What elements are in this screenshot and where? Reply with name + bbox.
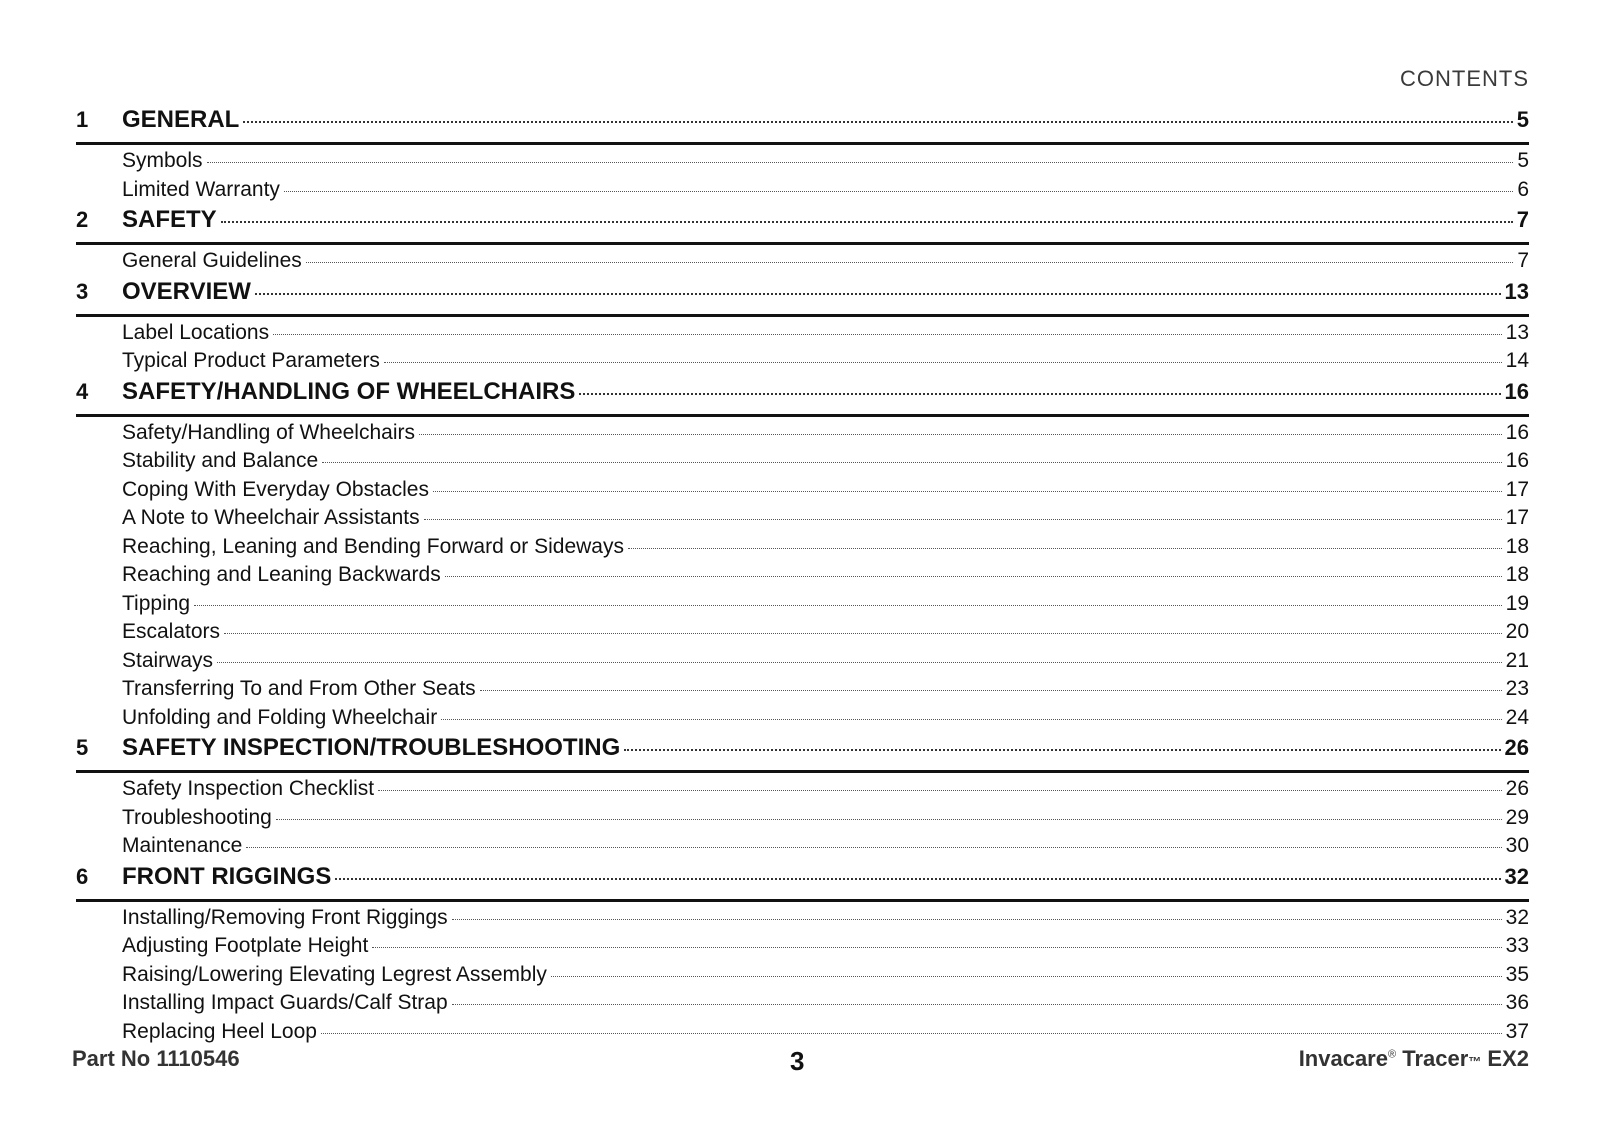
item-entry <box>122 321 1529 345</box>
item-entry <box>122 178 1529 202</box>
item-page: 32 <box>1505 905 1529 929</box>
toc-item[interactable] <box>76 349 1529 378</box>
item-page: 37 <box>1505 1019 1529 1043</box>
section-title: FRONT RIGGINGS <box>122 862 332 890</box>
part-number: Part No 1110546 <box>72 1046 240 1071</box>
item-entry <box>122 149 1529 173</box>
item-page: 13 <box>1505 320 1529 344</box>
section-title: SAFETY INSPECTION/TROUBLESHOOTING <box>122 734 621 761</box>
table-of-contents <box>76 106 1529 1048</box>
dot-leader <box>273 334 1502 335</box>
toc-item[interactable] <box>76 991 1529 1020</box>
dot-leader <box>452 1004 1502 1005</box>
item-page: 7 <box>1517 249 1529 272</box>
toc-item[interactable] <box>76 806 1529 835</box>
dot-leader <box>194 605 1502 606</box>
page-header: CONTENTS <box>1400 66 1529 91</box>
section-page: 16 <box>1504 378 1529 404</box>
item-entry <box>122 906 1529 930</box>
item-page: 17 <box>1505 477 1529 501</box>
item-page: 23 <box>1505 677 1529 700</box>
brand-name: Invacare <box>1298 1046 1388 1071</box>
item-title: Adjusting Footplate Height <box>122 934 369 957</box>
item-entry <box>122 834 1529 858</box>
dot-leader <box>217 662 1502 663</box>
toc-item[interactable] <box>76 934 1529 963</box>
dot-leader <box>424 519 1502 520</box>
item-title: Escalators <box>122 620 221 643</box>
item-entry <box>122 991 1529 1015</box>
dot-leader <box>276 819 1502 820</box>
toc-item[interactable] <box>76 506 1529 535</box>
dot-leader <box>243 121 1512 123</box>
item-page: 35 <box>1505 962 1529 986</box>
item-page: 26 <box>1505 777 1529 800</box>
toc-item[interactable] <box>76 649 1529 678</box>
registered-mark: ® <box>1387 1048 1397 1061</box>
section-rule <box>76 414 1529 417</box>
dot-leader <box>480 690 1502 691</box>
section-page: 26 <box>1504 735 1529 760</box>
dot-leader <box>284 191 1513 192</box>
section-entry <box>122 278 1529 306</box>
toc-section-2[interactable] <box>76 206 1529 242</box>
item-page: 14 <box>1505 349 1529 372</box>
dot-leader <box>246 847 1501 848</box>
toc-item[interactable] <box>76 620 1529 649</box>
section-rule <box>76 142 1529 145</box>
section-number: 1 <box>76 107 89 132</box>
dot-leader <box>579 393 1500 395</box>
toc-item[interactable] <box>76 449 1529 478</box>
item-title: Replacing Heel Loop <box>122 1019 317 1043</box>
toc-item[interactable] <box>76 249 1529 278</box>
section-number: 4 <box>76 378 89 404</box>
toc-item[interactable] <box>76 963 1529 992</box>
dot-leader <box>445 576 1502 577</box>
item-title: Safety Inspection Checklist <box>122 777 375 800</box>
section-number: 2 <box>76 207 89 232</box>
item-title: Maintenance <box>122 834 243 857</box>
section-rule <box>76 899 1529 902</box>
model-name: EX2 <box>1487 1046 1529 1071</box>
toc-item[interactable] <box>76 592 1529 621</box>
item-title: Safety/Handling of Wheelchairs <box>122 420 415 444</box>
item-page: 5 <box>1517 149 1529 172</box>
item-page: 18 <box>1505 563 1529 586</box>
dot-leader <box>452 919 1502 920</box>
item-entry <box>122 620 1529 644</box>
item-entry <box>122 592 1529 616</box>
section-page: 5 <box>1516 107 1529 132</box>
dot-leader <box>255 293 1501 295</box>
item-title: Stability and Balance <box>122 449 319 472</box>
toc-item[interactable] <box>76 706 1529 735</box>
toc-section-1[interactable] <box>76 106 1529 142</box>
item-title: Raising/Lowering Elevating Legrest Assembly <box>122 962 547 986</box>
item-entry <box>122 421 1529 445</box>
toc-item[interactable] <box>76 677 1529 706</box>
section-rule <box>76 242 1529 245</box>
item-title: Installing Impact Guards/Calf Strap <box>122 991 448 1014</box>
item-title: Typical Product Parameters <box>122 349 380 372</box>
dot-leader <box>224 633 1502 634</box>
item-title: Symbols <box>122 149 203 172</box>
item-entry <box>122 649 1529 673</box>
toc-item[interactable] <box>76 321 1529 350</box>
toc-section-5[interactable] <box>76 734 1529 770</box>
section-rule <box>76 314 1529 317</box>
toc-item[interactable] <box>76 178 1529 207</box>
item-page: 29 <box>1505 805 1529 829</box>
item-page: 6 <box>1517 177 1529 201</box>
item-entry <box>122 563 1529 587</box>
item-page: 18 <box>1505 534 1529 558</box>
toc-section-4[interactable] <box>76 378 1529 414</box>
dot-leader <box>419 434 1502 435</box>
page-number: 3 <box>790 1046 805 1076</box>
item-page: 36 <box>1505 991 1529 1014</box>
dot-leader <box>372 947 1501 948</box>
section-title: SAFETY <box>122 206 217 233</box>
item-page: 17 <box>1505 506 1529 529</box>
dot-leader <box>624 749 1500 751</box>
dot-leader <box>322 462 1502 463</box>
dot-leader <box>384 362 1502 363</box>
item-page: 24 <box>1505 705 1529 729</box>
toc-item[interactable] <box>76 1020 1529 1049</box>
toc-item[interactable] <box>76 834 1529 863</box>
section-entry <box>122 378 1529 406</box>
dot-leader <box>433 491 1502 492</box>
toc-item[interactable] <box>76 421 1529 450</box>
item-entry <box>122 806 1529 830</box>
item-title: Unfolding and Folding Wheelchair <box>122 705 438 729</box>
item-title: Limited Warranty <box>122 177 280 201</box>
item-entry <box>122 963 1529 987</box>
dot-leader <box>335 878 1500 880</box>
section-rule <box>76 770 1529 773</box>
item-entry <box>122 449 1529 473</box>
toc-item[interactable] <box>76 149 1529 178</box>
section-number: 3 <box>76 278 89 304</box>
toc-section-6[interactable] <box>76 863 1529 899</box>
item-title: Tipping <box>122 591 191 615</box>
dot-leader <box>306 262 1514 263</box>
item-entry <box>122 478 1529 502</box>
dot-leader <box>207 162 1514 163</box>
item-page: 20 <box>1505 620 1529 643</box>
item-entry <box>122 506 1529 530</box>
section-number: 5 <box>76 735 89 760</box>
section-title: OVERVIEW <box>122 277 251 305</box>
dot-leader <box>551 976 1502 977</box>
dot-leader <box>221 221 1513 223</box>
section-page: 32 <box>1504 863 1529 889</box>
dot-leader <box>441 719 1501 720</box>
product-title: Tracer <box>1402 1046 1469 1071</box>
item-title: Coping With Everyday Obstacles <box>122 477 429 501</box>
item-page: 30 <box>1505 834 1529 857</box>
item-page: 16 <box>1505 449 1529 472</box>
item-title: Label Locations <box>122 320 270 344</box>
item-entry <box>122 777 1529 801</box>
item-title: Installing/Removing Front Riggings <box>122 905 448 929</box>
item-entry <box>122 706 1529 730</box>
item-page: 19 <box>1505 591 1529 615</box>
item-entry <box>122 1020 1529 1044</box>
section-entry <box>122 863 1529 891</box>
item-page: 33 <box>1505 934 1529 957</box>
item-title: A Note to Wheelchair Assistants <box>122 506 420 529</box>
item-entry <box>122 934 1529 958</box>
dot-leader <box>321 1033 1502 1034</box>
item-page: 21 <box>1505 648 1529 672</box>
trademark-mark: ™ <box>1468 1054 1482 1069</box>
toc-item[interactable] <box>76 563 1529 592</box>
toc-item[interactable] <box>76 478 1529 507</box>
section-entry <box>122 106 1529 134</box>
item-title: General Guidelines <box>122 249 302 272</box>
section-page: 13 <box>1504 278 1529 304</box>
toc-section-3[interactable] <box>76 278 1529 314</box>
section-title: SAFETY/HANDLING OF WHEELCHAIRS <box>122 377 576 405</box>
item-entry <box>122 535 1529 559</box>
item-title: Stairways <box>122 648 214 672</box>
item-title: Reaching, Leaning and Bending Forward or Sideways <box>122 534 624 558</box>
item-title: Troubleshooting <box>122 805 272 829</box>
section-page: 7 <box>1516 207 1529 232</box>
toc-item[interactable] <box>76 777 1529 806</box>
dot-leader <box>378 790 1502 791</box>
item-title: Transferring To and From Other Seats <box>122 677 476 700</box>
item-entry <box>122 249 1529 273</box>
toc-item[interactable] <box>76 906 1529 935</box>
dot-leader <box>628 548 1502 549</box>
toc-item[interactable] <box>76 535 1529 564</box>
item-title: Reaching and Leaning Backwards <box>122 563 441 586</box>
section-entry <box>122 734 1529 762</box>
item-entry <box>122 349 1529 373</box>
item-entry <box>122 677 1529 701</box>
section-entry <box>122 206 1529 234</box>
section-title: GENERAL <box>122 106 240 133</box>
item-page: 16 <box>1505 420 1529 444</box>
section-number: 6 <box>76 863 89 889</box>
product-name <box>1299 1046 1529 1072</box>
